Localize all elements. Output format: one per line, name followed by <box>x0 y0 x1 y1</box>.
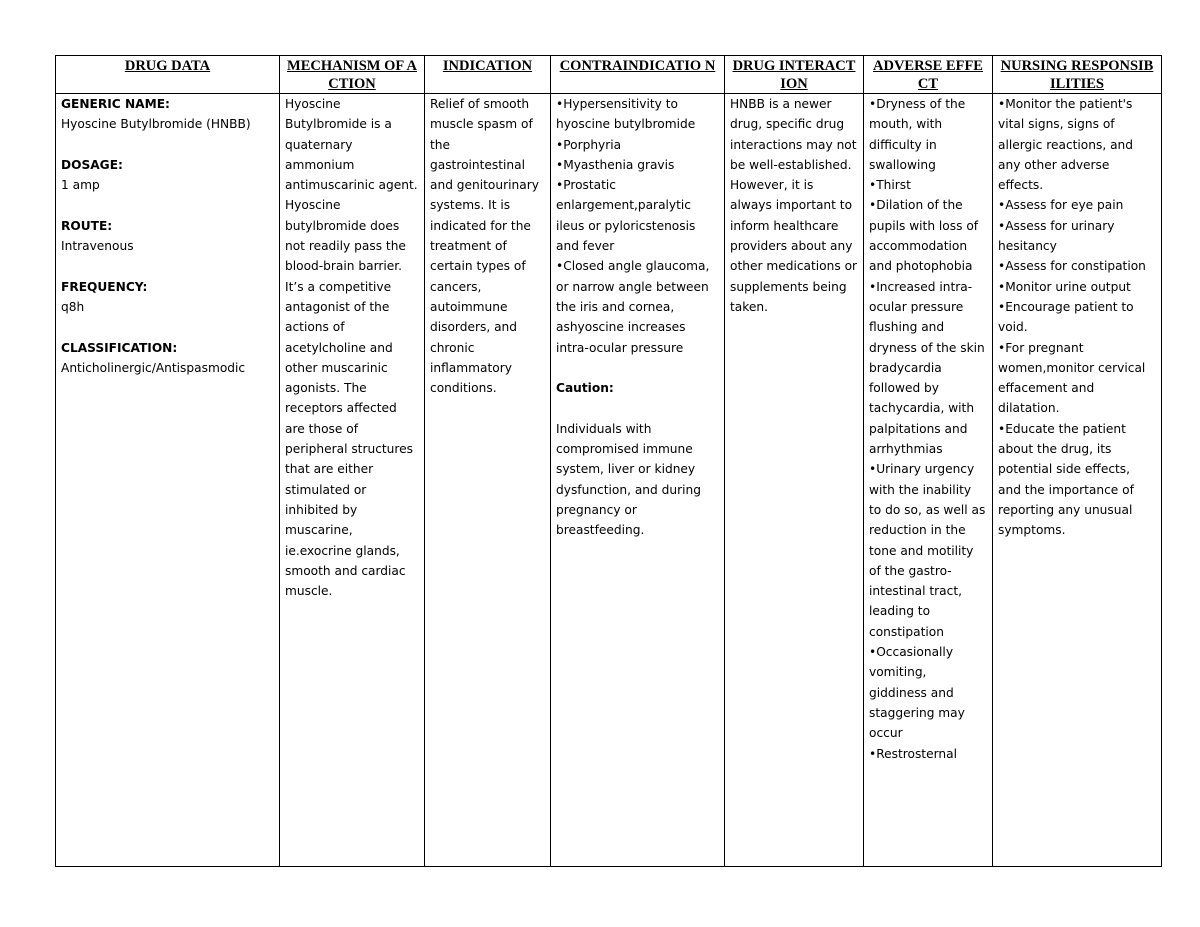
drug-study-table <box>55 55 1162 867</box>
drug-interaction-text: HNBB is a newer drug, specific drug interactions may not be well-established. However, it is always important to inform healthcare providers about any other medications or supplements being taken. <box>730 97 858 314</box>
caution-label: Caution: <box>556 381 614 396</box>
adverse-effect-item: • Dryness of the mouth, with difficulty in swallowing <box>869 94 987 175</box>
indication-text: Relief of smooth muscle spasm of the gastrointestinal and genitourinary systems. It is indicated for the treatment of certain types of cancers, autoimmune disorders, and chronic inflammatory conditions. <box>430 97 539 396</box>
adverse-effect-cell <box>864 94 993 867</box>
caution-text: Individuals with compromised immune system, liver or kidney dysfunction, and during pregnancy or breastfeeding. <box>556 421 701 538</box>
route-label: ROUTE: <box>61 218 113 233</box>
header-nursing-responsibilities: NURSING RESPONSIBILITIES <box>993 56 1162 94</box>
nursing-item: • Assess for urinary hesitancy <box>998 216 1156 257</box>
header-mechanism-of-action: MECHANISM OF ACTION <box>280 56 425 94</box>
adverse-effect-item: • Occasionally vomiting, giddiness and staggering may occur <box>869 642 987 743</box>
contraindication-item: • Myasthenia gravis <box>556 155 719 175</box>
content-row <box>56 94 1162 867</box>
frequency-label: FREQUENCY: <box>61 279 148 294</box>
header-row <box>56 56 1162 94</box>
contraindication-item: • Closed angle glaucoma, or narrow angle between the iris and cornea, ashyoscine increases intra-ocular pressure <box>556 256 719 357</box>
header-drug-interaction: DRUG INTERACTION <box>725 56 864 94</box>
header-drug-data: DRUG DATA <box>56 56 280 94</box>
nursing-item: • Assess for constipation <box>998 256 1156 276</box>
nursing-responsibilities-cell <box>993 94 1162 867</box>
adverse-effect-item: • Thirst <box>869 175 987 195</box>
drug-interaction-cell <box>725 94 864 867</box>
header-adverse-effect: ADVERSE EFFECT <box>864 56 993 94</box>
contraindication-item: • Prostatic enlargement,paralytic ileus or pyloricstenosis and fever <box>556 175 719 256</box>
adverse-effect-item: • Restrosternal <box>869 744 987 764</box>
nursing-item: • For pregnant women,monitor cervical effacement and dilatation. <box>998 338 1156 419</box>
indication-cell <box>425 94 551 867</box>
route-value: Intravenous <box>61 239 134 254</box>
drug-data-cell <box>56 94 280 867</box>
classification-label: CLASSIFICATION: <box>61 340 178 355</box>
contraindication-cell <box>551 94 725 867</box>
dosage-value: 1 amp <box>61 178 100 193</box>
mechanism-cell <box>280 94 425 867</box>
generic-name-label: GENERIC NAME: <box>61 97 170 111</box>
classification-value: Anticholinergic/Antispasmodic <box>61 360 246 375</box>
generic-name-value: Hyoscine Butylbromide (HNBB) <box>61 117 251 132</box>
adverse-effect-item: • Dilation of the pupils with loss of accommodation and photophobia <box>869 195 987 276</box>
header-contraindication: CONTRAINDICATIO N <box>551 56 725 94</box>
adverse-effect-item: • Increased intra-ocular pressure flushing and dryness of the skin bradycardia followed by tachycardia, with palpitations and arrhythmias <box>869 277 987 460</box>
contraindication-item: • Porphyria <box>556 135 719 155</box>
nursing-item: • Encourage patient to void. <box>998 297 1156 338</box>
nursing-item: • Monitor urine output <box>998 277 1156 297</box>
frequency-value: q8h <box>61 299 85 314</box>
dosage-label: DOSAGE: <box>61 157 123 172</box>
header-indication: INDICATION <box>425 56 551 94</box>
adverse-effect-item: • Urinary urgency with the inability to do so, as well as reduction in the tone and motility of the gastro-intestinal tract, leading to constipation <box>869 459 987 642</box>
contraindication-item: • Hypersensitivity to hyoscine butylbromide <box>556 94 719 135</box>
mechanism-text: Hyoscine Butylbromide is a quaternary ammonium antimuscarinic agent. Hyoscine butylbromide does not readily pass the blood-brain barrier. It’s a competitive antagonist of the actions of acetylcholine and other muscarinic agonists. The receptors affected are those of peripheral structures that are either stimulated or inhibited by muscarine, ie.exocrine glands, smooth and cardiac muscle. <box>285 97 418 599</box>
nursing-item: • Educate the patient about the drug, its potential side effects, and the importance of reporting any unusual symptoms. <box>998 419 1156 541</box>
nursing-item: • Assess for eye pain <box>998 195 1156 215</box>
nursing-item: • Monitor the patient's vital signs, signs of allergic reactions, and any other adverse effects. <box>998 94 1156 195</box>
